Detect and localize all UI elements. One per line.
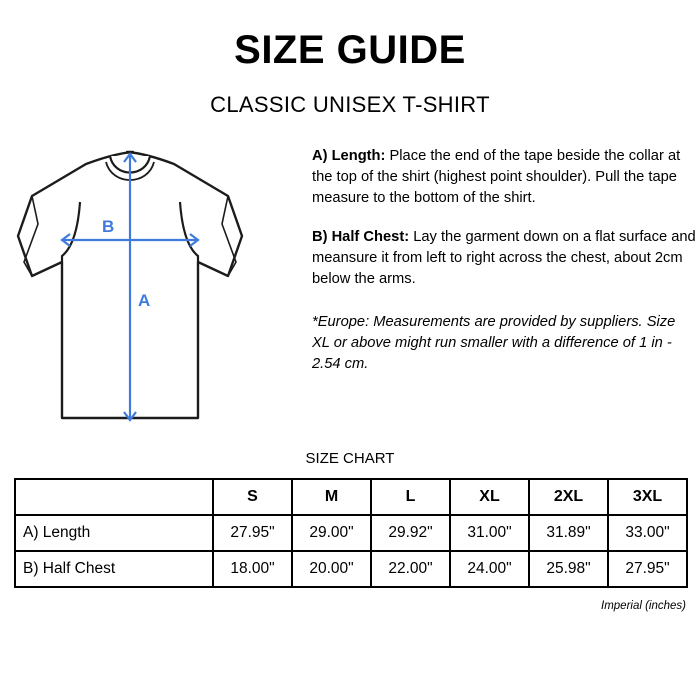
length-s: 27.95" — [213, 515, 292, 551]
chest-letter-label: B — [102, 217, 115, 236]
table-corner-cell — [15, 479, 213, 515]
half-chest-2xl: 25.98" — [529, 551, 608, 587]
half-chest-l: 22.00" — [371, 551, 450, 587]
page-title: SIZE GUIDE — [234, 28, 466, 72]
half-chest-m: 20.00" — [292, 551, 371, 587]
half-chest-3xl: 27.95" — [608, 551, 687, 587]
length-2xl: 31.89" — [529, 515, 608, 551]
column-header-3xl: 3XL — [608, 479, 687, 515]
length-instruction — [312, 146, 697, 209]
column-header-l: L — [371, 479, 450, 515]
length-m: 29.00" — [292, 515, 371, 551]
column-header-2xl: 2XL — [529, 479, 608, 515]
length-3xl: 33.00" — [608, 515, 687, 551]
length-instruction-text: Place the end of the tape beside the collar at the top of the shirt (highest point shoulder). Pull the tape measure to the bottom of the shirt. — [312, 148, 681, 206]
chest-instruction-text: Lay the garment down on a flat surface and meansure it from left to right across the chest, about 2cm below the arms. — [312, 229, 696, 287]
europe-note: *Europe: Measurements are provided by suppliers. Size XL or above might run smaller with a difference of 1 in - 2.54 cm. — [312, 314, 676, 372]
row-label-length: A) Length — [15, 515, 213, 551]
measurement-instructions — [312, 146, 697, 393]
half-chest-xl: 24.00" — [450, 551, 529, 587]
length-l: 29.92" — [371, 515, 450, 551]
length-xl: 31.00" — [450, 515, 529, 551]
table-row — [15, 515, 687, 551]
chest-instruction-label: B) Half Chest: — [312, 229, 410, 245]
length-letter-label: A — [138, 291, 151, 310]
half-chest-s: 18.00" — [213, 551, 292, 587]
column-header-m: M — [292, 479, 371, 515]
size-chart-table-wrapper — [14, 478, 686, 588]
tshirt-diagram — [10, 140, 300, 440]
column-header-xl: XL — [450, 479, 529, 515]
table-row — [15, 551, 687, 587]
row-label-half-chest: B) Half Chest — [15, 551, 213, 587]
page-subtitle: CLASSIC UNISEX T-SHIRT — [210, 92, 490, 117]
length-instruction-label: A) Length: — [312, 148, 386, 164]
units-note: Imperial (inches) — [601, 600, 686, 612]
column-header-s: S — [213, 479, 292, 515]
chest-instruction — [312, 227, 697, 290]
size-chart-caption: SIZE CHART — [305, 450, 395, 467]
table-header-row — [15, 479, 687, 515]
size-chart-table — [14, 478, 688, 588]
